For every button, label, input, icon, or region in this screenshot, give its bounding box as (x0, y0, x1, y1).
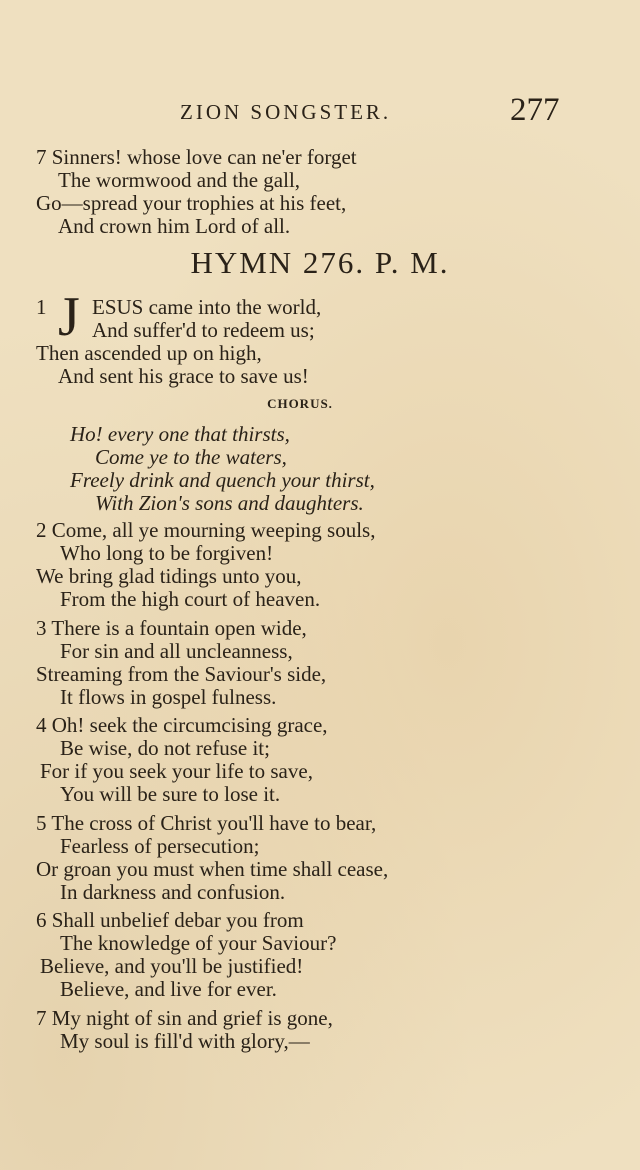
verse-line: Then ascended up on high, (36, 341, 262, 365)
verse-line: 7 My night of sin and grief is gone, (36, 1006, 333, 1030)
verse-line: Or groan you must when time shall cease, (36, 857, 389, 881)
verse-line: Believe, and you'll be justified! (40, 954, 304, 978)
verse-line: You will be sure to lose it. (60, 782, 281, 806)
chorus-line: Freely drink and quench your thirst, (70, 468, 375, 492)
drop-cap: J (58, 286, 80, 348)
verse-line: In darkness and confusion. (60, 880, 286, 904)
verse-line: The knowledge of your Saviour? (60, 931, 337, 955)
verse-line: ESUS came into the world, (92, 295, 322, 319)
running-head (0, 92, 640, 132)
verse-line: We bring glad tidings unto you, (36, 564, 302, 588)
chorus-line: Ho! every one that thirsts, (70, 422, 290, 446)
running-title: ZION SONGSTER. (180, 100, 392, 124)
verse-line: Believe, and live for ever. (60, 977, 277, 1001)
prev-verse-line: The wormwood and the gall, (58, 168, 301, 192)
verse-line: It flows in gospel fulness. (60, 685, 277, 709)
hymn-title: HYMN 276. P. M. (190, 245, 450, 280)
prev-verse-line: Go—spread your trophies at his feet, (36, 191, 347, 215)
verse-line: 5 The cross of Christ you'll have to bear, (36, 811, 377, 835)
verse-line: And suffer'd to redeem us; (92, 318, 315, 342)
chorus-line: Come ye to the waters, (95, 445, 287, 469)
verse-line: For sin and all uncleanness, (60, 639, 293, 663)
verse-line: From the high court of heaven. (60, 587, 321, 611)
verse-line: Who long to be forgiven! (60, 541, 274, 565)
verse-line: 6 Shall unbelief debar you from (36, 908, 304, 932)
prev-verse-line: And crown him Lord of all. (58, 214, 291, 238)
verse-line: My soul is fill'd with glory,— (60, 1029, 310, 1053)
verse-line: For if you seek your life to save, (40, 759, 313, 783)
verse-line: Streaming from the Saviour's side, (36, 662, 327, 686)
verse-line: Be wise, do not refuse it; (60, 736, 270, 760)
verse-line: 4 Oh! seek the circumcising grace, (36, 713, 328, 737)
verse-number: 1 (36, 295, 47, 319)
verse-line: Fearless of persecution; (60, 834, 260, 858)
verse-line: And sent his grace to save us! (58, 364, 309, 388)
chorus-label: CHORUS. (267, 396, 333, 411)
verse-line: 2 Come, all ye mourning weeping souls, (36, 518, 376, 542)
prev-verse-line: 7 Sinners! whose love can ne'er forget (36, 145, 357, 169)
page-number: 277 (510, 92, 560, 128)
chorus-line: With Zion's sons and daughters. (95, 491, 364, 515)
verse-line: 3 There is a fountain open wide, (36, 616, 307, 640)
